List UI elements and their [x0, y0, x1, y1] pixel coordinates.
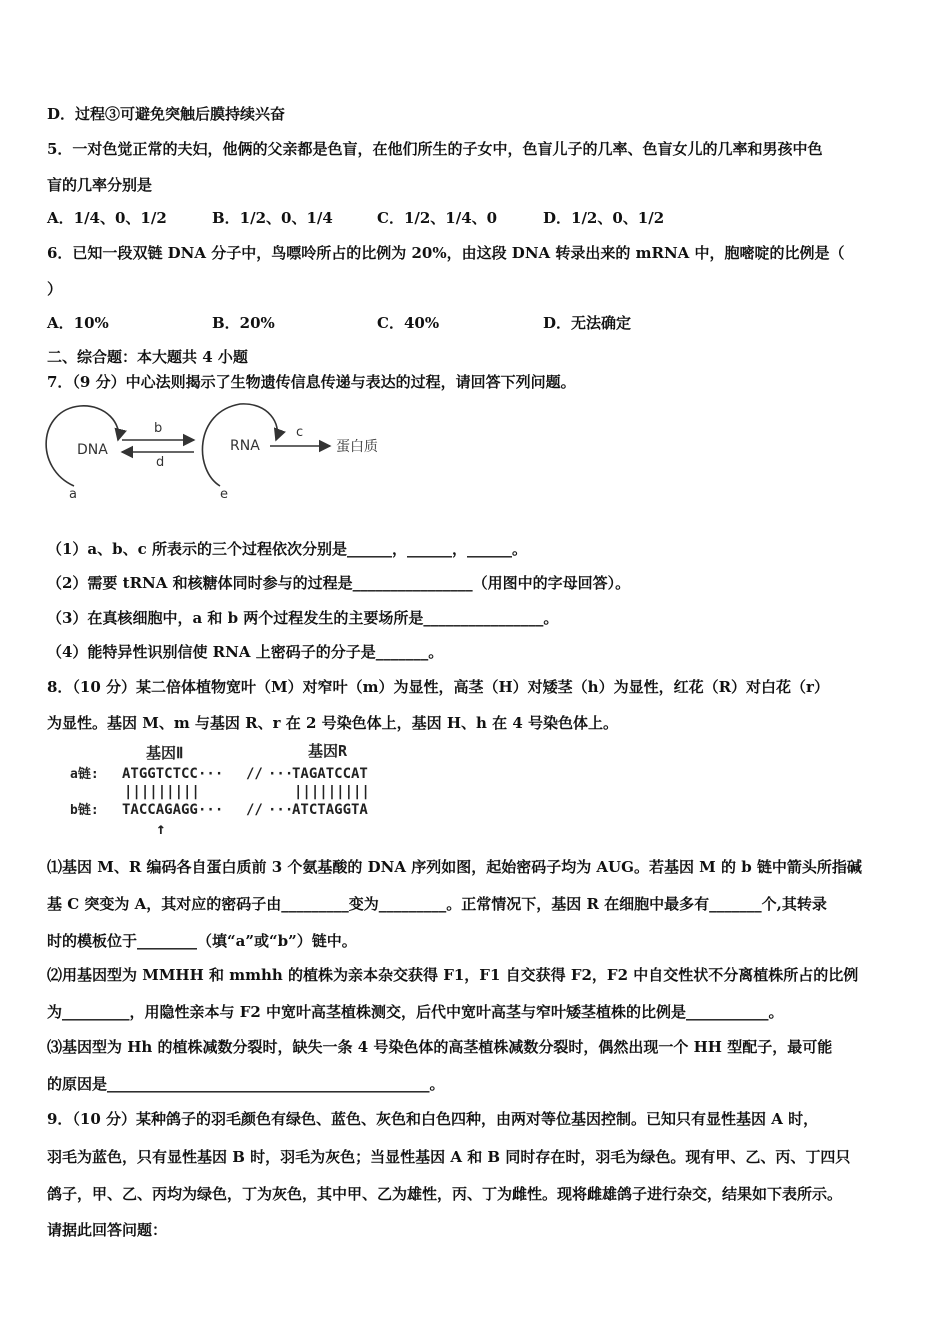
q8-stem-line2: 为显性。基因 M、m 与基因 R、r 在 2 号染色体上，基因 H、h 在 4 号染色体上。 [47, 714, 619, 732]
q7-part-3: （3）在真核细胞中，a 和 b 两个过程发生的主要场所是________________。 [47, 609, 559, 627]
q8-stem-line1: 8．（10 分）某二倍体植物宽叶（M）对窄叶（m）为显性，高茎（H）对矮茎（h）为显性，红花（R）对白花（r） [47, 678, 829, 696]
gene-r-label: 基因R [308, 742, 348, 760]
label-e: e [220, 487, 228, 502]
q4-option-d: D．过程③可避免突触后膜持续兴奋 [47, 105, 286, 123]
q9-stem-line2: 羽毛为蓝色，只有显性基因 B 时，羽毛为灰色；当显性基因 A 和 B 同时存在时，羽毛为绿色。现有甲、乙、丙、丁四只 [47, 1148, 851, 1166]
q6-option-d: D．无法确定 [543, 314, 632, 332]
q7-part-4: （4）能特异性识别信使 RNA 上密码子的分子是_______。 [47, 643, 444, 661]
chain-b-dots: ··· [198, 802, 224, 818]
q6-option-a: A．10% [47, 314, 109, 332]
label-d: d [156, 455, 165, 470]
q9-stem-line4: 请据此回答问题： [47, 1221, 168, 1239]
q8-part-1-line3: 时的模板位于________（填“a”或“b”）链中。 [47, 932, 357, 950]
chain-a-right-sequence: TAGATCCAT [292, 766, 368, 782]
chain-b-break: // [246, 802, 263, 818]
q9-stem-line3: 鸽子，甲、乙、丙均为绿色，丁为灰色，其中甲、乙为雄性，丙、丁为雌性。现将雌雄鸽子进行杂交，结果如下表所示。 [47, 1185, 843, 1203]
q5-stem-line1: 5．一对色觉正常的夫妇，他俩的父亲都是色盲，在他们所生的子女中，色盲儿子的几率、色盲女儿的几率和男孩中色 [47, 140, 823, 158]
q8-part-3-line1: ⑶基因型为 Hh 的植株减数分裂时，缺失一条 4 号染色体的高茎植株减数分裂时，偶然出现一个 HH 型配子，最可能 [47, 1038, 833, 1056]
q8-part-1-line1: ⑴基因 M、R 编码各自蛋白质前 3 个氨基酸的 DNA 序列如图，起始密码子均为 AUG。若基因 M 的 b 链中箭头所指碱 [47, 858, 862, 876]
gene-m-label: 基因Ⅱ [146, 744, 184, 762]
section-2-heading: 二、综合题：本大题共 4 小题 [47, 348, 248, 366]
chain-a-dots: ··· [198, 766, 224, 782]
q9-stem-line1: 9．（10 分）某种鸽子的羽毛颜色有绿色、蓝色、灰色和白色四种，由两对等位基因控制。已知只有显性基因 A 时， [47, 1110, 819, 1128]
q8-part-1-line2: 基 C 突变为 A，其对应的密码子由_________变为_________。正常情况下，基因 R 在细胞中最多有_______个,其转录 [47, 895, 827, 913]
chain-a-break: // [246, 766, 263, 782]
q6-stem-line1: 6．已知一段双链 DNA 分子中，鸟嘌呤所占的比例为 20%，由这段 DNA 转录出来的 mRNA 中，胞嘧啶的比例是（ [47, 244, 845, 262]
q6-option-b: B．20% [212, 314, 275, 332]
q8-part-2-line1: ⑵用基因型为 MMHH 和 mmhh 的植株为亲本杂交获得 F1，F1 自交获得 F2，F2 中自交性状不分离植株所占的比例 [47, 966, 859, 984]
q5-option-d: D．1/2、0、1/2 [543, 209, 665, 227]
chain-a-dots-2: ··· [268, 766, 294, 782]
q7-part-2: （2）需要 tRNA 和核糖体同时参与的过程是________________（用图中的字母回答）。 [47, 574, 631, 592]
label-a: a [69, 487, 77, 502]
q7-stem: 7．（9 分）中心法则揭示了生物遗传信息传递与表达的过程，请回答下列问题。 [47, 373, 576, 391]
chain-b-right-sequence: ATCTAGGTA [292, 802, 368, 818]
chain-b-label: b链: [70, 803, 99, 818]
label-c: c [296, 425, 304, 440]
mutation-arrow: ↑ [156, 819, 166, 838]
pairing-bars-right: ||||||||| [294, 784, 370, 800]
central-dogma-diagram [44, 398, 404, 506]
chain-b-left-sequence: TACCAGAGG [122, 802, 198, 818]
q5-stem-line2: 盲的几率分别是 [47, 176, 153, 194]
q5-option-b: B．1/2、0、1/4 [212, 209, 333, 227]
label-b: b [154, 421, 163, 436]
chain-b-dots-2: ··· [268, 802, 294, 818]
dna-label: DNA [77, 442, 108, 458]
q8-part-3-line2: 的原因是___________________________________________。 [47, 1075, 445, 1093]
protein-label: 蛋白质 [336, 439, 378, 455]
q7-part-1: （1）a、b、c 所表示的三个过程依次分别是______，______，______。 [47, 540, 528, 558]
q5-option-c: C．1/2、1/4、0 [377, 209, 498, 227]
chain-a-label: a链: [70, 767, 99, 782]
gene-sequence-diagram [70, 738, 410, 838]
chain-a-left-sequence: ATGGTCTCC [122, 766, 198, 782]
rna-label: RNA [230, 438, 260, 454]
q6-option-c: C．40% [377, 314, 440, 332]
pairing-bars-left: ||||||||| [124, 784, 200, 800]
q5-option-a: A．1/4、0、1/2 [47, 209, 167, 227]
q8-part-2-line2: 为_________，用隐性亲本与 F2 中宽叶高茎植株测交，后代中宽叶高茎与窄叶矮茎植株的比例是___________。 [47, 1003, 784, 1021]
q6-stem-line2: ） [47, 280, 63, 298]
